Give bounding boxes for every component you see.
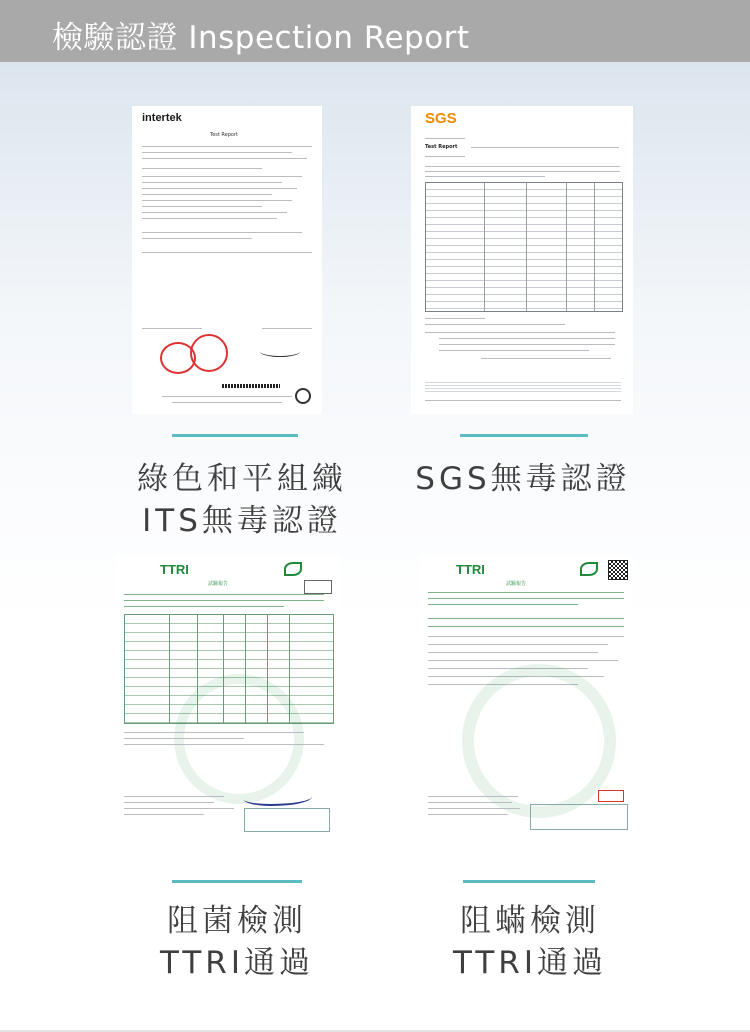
- certificate-image-sgs: [411, 106, 633, 414]
- page-title: 檢驗認證 Inspection Report: [52, 20, 470, 56]
- caption-line: TTRI通過: [159, 945, 314, 981]
- circle-logo-icon: [295, 388, 311, 404]
- header-bar: [0, 0, 750, 62]
- accent-line: [172, 434, 298, 437]
- caption-line: 阻菌檢測: [167, 903, 307, 939]
- doc-title: Test Report: [425, 144, 458, 150]
- watermark-seal-icon: [174, 674, 304, 804]
- accent-line: [463, 880, 595, 883]
- signature-icon: [260, 346, 300, 357]
- accent-line: [460, 434, 588, 437]
- watermark-seal-icon: [462, 664, 616, 818]
- ttri-logo: TTRI: [160, 562, 189, 577]
- results-table: [425, 182, 623, 312]
- certificate-caption: [373, 458, 673, 500]
- ttri-logo: TTRI: [456, 562, 485, 577]
- signature-icon: [244, 790, 312, 806]
- caption-line: 綠色和平組織: [137, 461, 347, 497]
- caption-line: 阻蟎檢測: [460, 903, 600, 939]
- leaf-logo-icon: [284, 562, 302, 576]
- caption-line: ITS無毒認證: [142, 503, 342, 539]
- certificate-image-ttri-antibacterial: [116, 556, 340, 856]
- certificate-image-intertek: [132, 106, 322, 414]
- certificate-caption: [380, 900, 680, 984]
- doc-title: Test Report: [210, 132, 239, 138]
- certificate-caption: [87, 900, 387, 984]
- stamp-icon: [598, 790, 624, 802]
- doc-title: 試驗報告: [506, 581, 527, 587]
- qr-code-icon: [608, 560, 628, 580]
- doc-title: 試驗報告: [208, 581, 229, 587]
- content-area: [0, 62, 750, 1032]
- signature-stamp-icon: [190, 334, 228, 372]
- certificate-image-ttri-antimite: [420, 556, 634, 856]
- caption-line: SGS無毒認證: [415, 461, 631, 497]
- intertek-logo: intertek: [142, 112, 182, 124]
- certificate-caption: [92, 458, 392, 542]
- caption-line: TTRI通過: [452, 945, 607, 981]
- accent-line: [172, 880, 302, 883]
- leaf-logo-icon: [580, 562, 598, 576]
- sgs-logo: SGS: [425, 110, 457, 127]
